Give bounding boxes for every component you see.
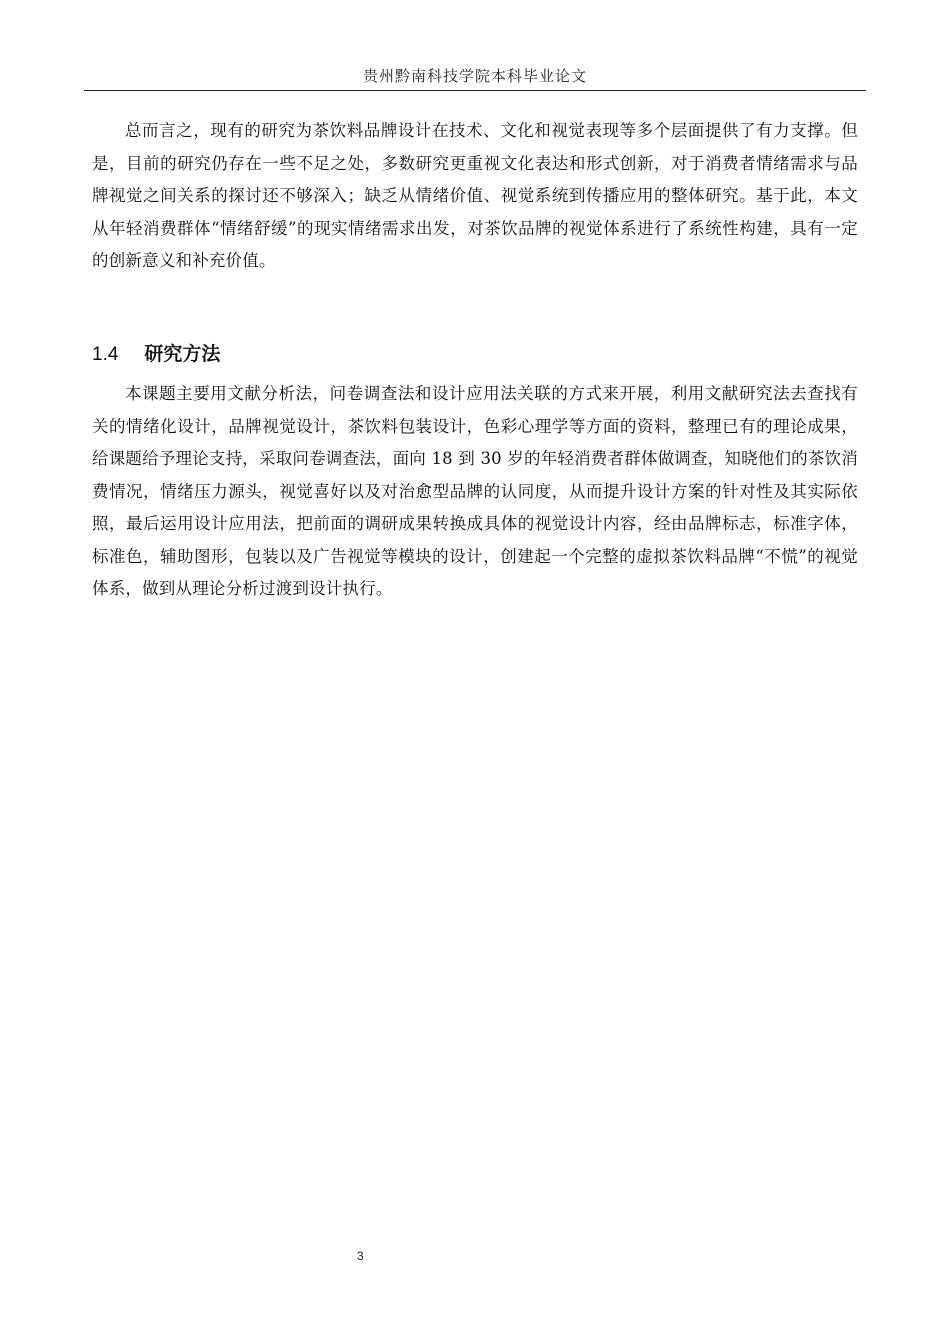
running-header: 贵州黔南科技学院本科毕业论文 (362, 67, 587, 85)
section-number: 1.4 (92, 344, 119, 365)
page-number: 3 (357, 1249, 364, 1263)
summary-paragraph: 总而言之，现有的研究为茶饮料品牌设计在技术、文化和视觉表现等多个层面提供了有力支撑。但是，目前的研究仍存在一些不足之处，多数研究更重视文化表达和形式创新，对于消费者情绪需求与品牌视觉之间关系的探讨还不够深入；缺乏从情绪价值、视觉系统到传播应用的整体研究。基于此，本文从年轻消费群体“情绪舒缓”的现实情绪需求出发，对茶饮品牌的视觉体系进行了系统性构建，具有一定的创新意义和补充价值。 (92, 121, 858, 270)
header-divider (84, 90, 866, 91)
section-title: 研究方法 (144, 343, 221, 365)
methods-paragraph: 本课题主要用文献分析法，问卷调查法和设计应用法关联的方式来开展，利用文献研究法去查找有关的情绪化设计，品牌视觉设计，茶饮料包装设计，色彩心理学等方面的资料，整理已有的理论成果，给课题给予理论支持，采取问卷调查法，面向 18 到 30 岁的年轻消费者群体做调查，知晓他们的茶饮消费情况，情绪压力源头，视觉喜好以及对治愈型品牌的认同度，从而提升设计方案的针对性及其实际依照，最后运用设计应用法，把前面的调研成果转换成具体的视觉设计内容，经由品牌标志，标准字体，标准色，辅助图形，包装以及广告视觉等模块的设计，创建起一个完整的虚拟茶饮料品牌“不慌”的视觉体系，做到从理论分析过渡到设计执行。 (92, 384, 858, 598)
section-heading (92, 340, 220, 369)
